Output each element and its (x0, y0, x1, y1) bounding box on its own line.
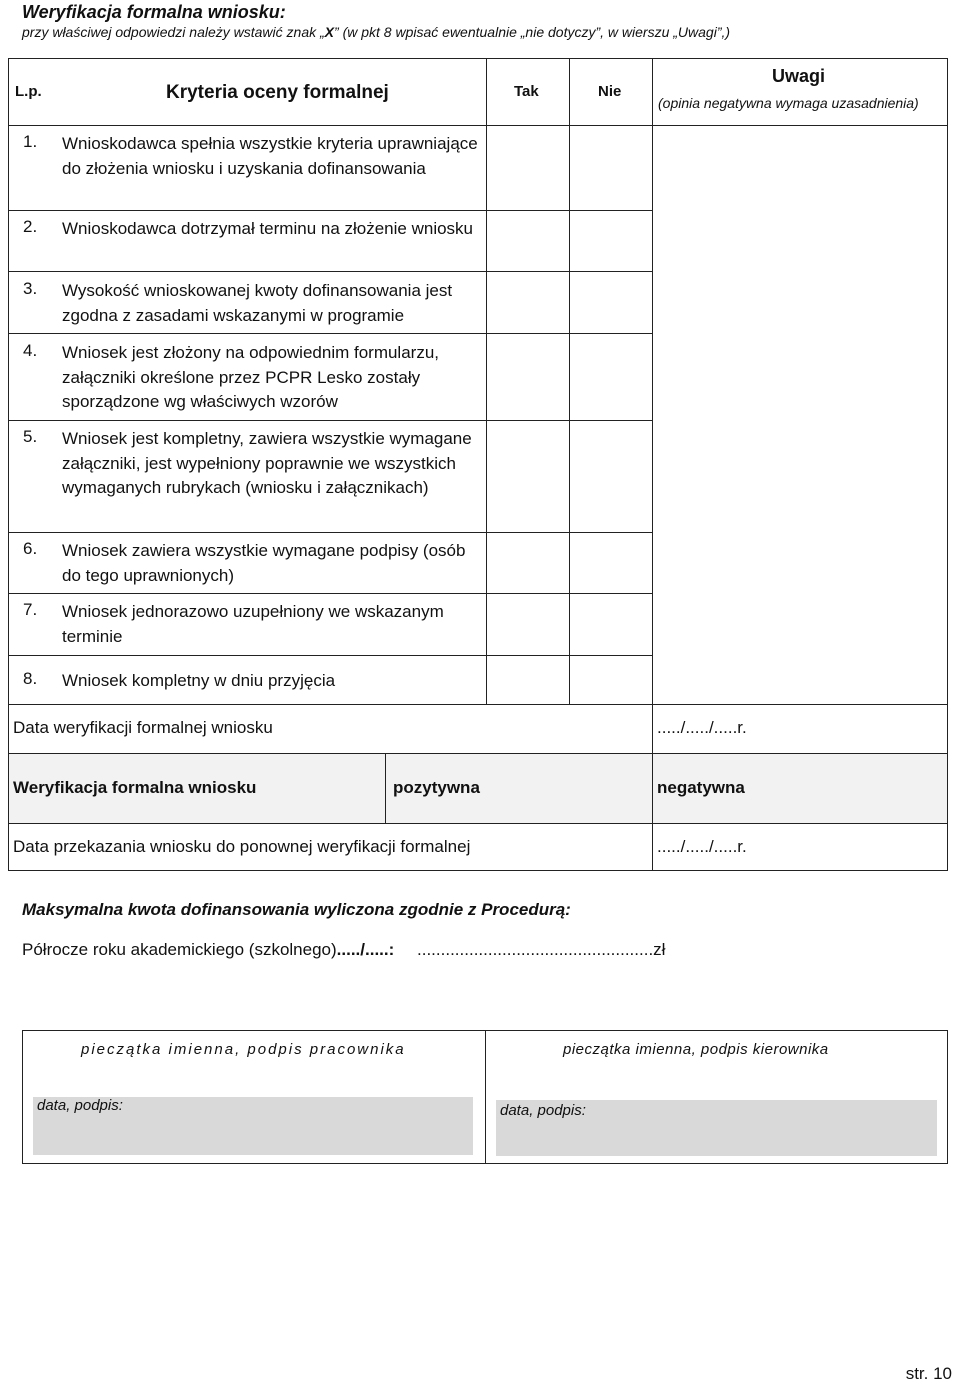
verification-date-field[interactable]: ...../...../.....r. (657, 718, 747, 737)
amount-field[interactable]: ..................................................zł (417, 940, 666, 959)
row-criterion: Wniosek kompletny w dniu przyjęcia (62, 671, 336, 690)
row-number: 4. (23, 341, 38, 360)
result-positive-option[interactable]: pozytywna (393, 778, 480, 797)
verification-result-label: Weryfikacja formalna wniosku (13, 778, 257, 797)
max-amount-title: Maksymalna kwota dofinansowania wyliczona zgodnie z Procedurą: (22, 900, 571, 919)
row-number: 5. (23, 427, 38, 446)
row-number: 2. (23, 217, 38, 236)
employee-signature-area[interactable] (33, 1097, 473, 1155)
x-mark: X (324, 24, 335, 40)
resubmission-date-field[interactable]: ...../...../.....r. (657, 837, 747, 856)
row-criterion: Wniosek jest złożony na odpowiednim formularzu, załączniki określone przez PCPR Lesko zostały sporządzone wg właściwych wzorów (62, 343, 440, 411)
form-heading: Weryfikacja formalna wniosku: (22, 2, 286, 22)
remarks-note: (opinia negatywna wymaga uzasadnienia) (658, 95, 919, 111)
column-header-lp: L.p. (15, 83, 42, 100)
row-criterion: Wniosek zawiera wszystkie wymagane podpisy (osób do tego uprawnionych) (62, 541, 466, 585)
manager-signature-area[interactable] (496, 1100, 937, 1156)
criteria-table (8, 58, 948, 705)
row-criterion: Wnioskodawca spełnia wszystkie kryteria uprawniające do złożenia wniosku i uzyskania dofinansowania (62, 134, 478, 178)
row-criterion: Wniosek jest kompletny, zawiera wszystkie wymagane załączniki, jest wypełniony poprawnie we wszystkich wymaganych rubrykach (wniosku i załącznikach) (62, 429, 472, 497)
row-number: 1. (23, 132, 38, 151)
column-header-criteria: Kryteria oceny formalnej (166, 82, 389, 103)
column-header-yes: Tak (514, 83, 539, 100)
row-number: 8. (23, 669, 38, 688)
period-line (22, 940, 665, 960)
row-number: 7. (23, 600, 38, 619)
row-criterion: Wysokość wnioskowanej kwoty dofinansowania jest zgodna z zasadami wskazanymi w programie (62, 281, 453, 325)
page-number: str. 10 (905, 1364, 952, 1383)
manager-date-label: data, podpis: (500, 1102, 586, 1119)
resubmission-date-label: Data przekazania wniosku do ponownej weryfikacji formalnej (13, 837, 471, 856)
period-label: Półrocze roku akademickiego (szkolnego) (22, 940, 337, 959)
signature-box (22, 1030, 948, 1164)
manager-stamp-label: pieczątka imienna, podpis kierownika (563, 1041, 829, 1058)
verification-date-box (8, 704, 948, 754)
row-number: 3. (23, 279, 38, 298)
employee-stamp-label: pieczątka imienna, podpis pracownika (81, 1041, 406, 1058)
employee-date-label: data, podpis: (37, 1097, 123, 1114)
column-header-no: Nie (598, 83, 622, 100)
resubmission-date-box (8, 823, 948, 871)
row-criterion: Wnioskodawca dotrzymał terminu na złożenie wniosku (62, 219, 474, 238)
row-number: 6. (23, 539, 38, 558)
result-negative-option[interactable]: negatywna (657, 778, 745, 797)
row-criterion: Wniosek jednorazowo uzupełniony we wskazanym terminie (62, 602, 444, 646)
instruction-text: przy właściwej odpowiedzi należy wstawić znak „X” (w pkt 8 wpisać ewentualnie „nie dotyczy”, w wierszu „Uwagi”,) (22, 24, 731, 40)
column-header-remarks: Uwagi (772, 66, 826, 86)
verification-result-box (8, 753, 948, 824)
period-field[interactable]: ...../.....: (336, 940, 395, 959)
verification-date-label: Data weryfikacji formalnej wniosku (13, 718, 273, 737)
